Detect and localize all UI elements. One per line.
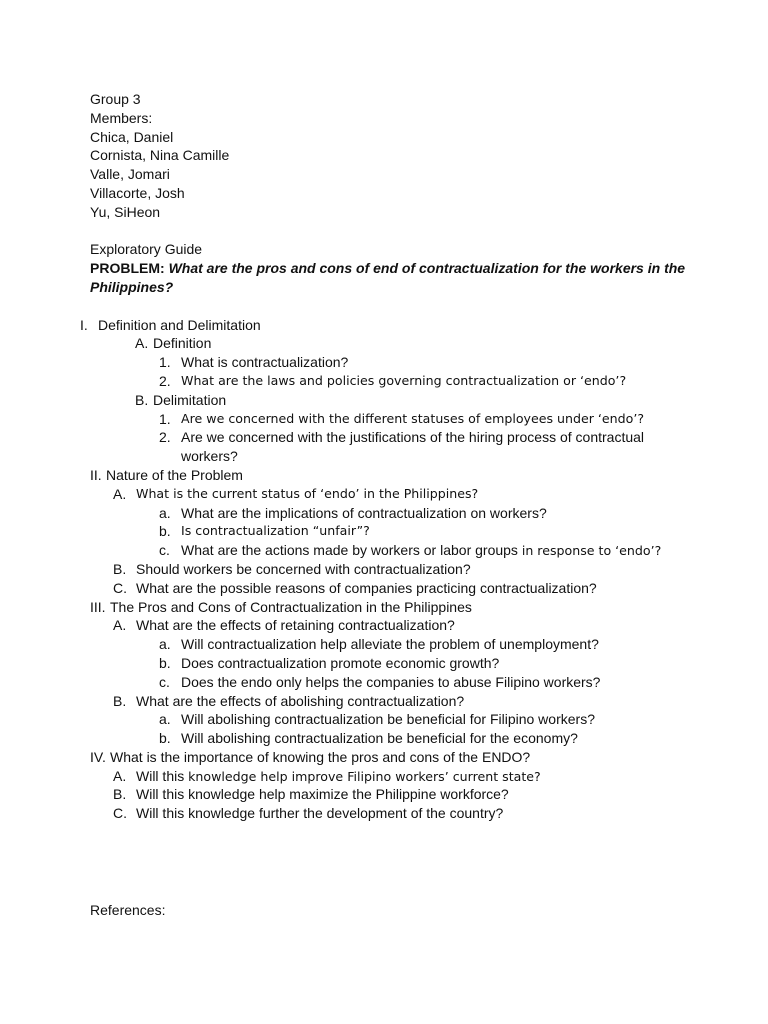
problem-text-continued: Philippines? xyxy=(90,278,174,295)
subsection-title: What are the effects of abolishing contractualization? xyxy=(136,692,465,709)
list-item xyxy=(0,635,768,654)
subsection-1b xyxy=(0,391,768,410)
section-marker: III. xyxy=(90,598,106,615)
item-marker: b. xyxy=(159,654,171,671)
guide-title: Exploratory Guide xyxy=(90,241,203,258)
subsection-title: Definition xyxy=(153,335,212,352)
section-2 xyxy=(0,466,768,485)
item-marker: 1. xyxy=(159,410,171,427)
subsection-2a xyxy=(0,485,768,504)
spacer xyxy=(0,222,768,241)
document-page xyxy=(0,90,768,823)
item-marker: a. xyxy=(159,711,171,728)
list-item xyxy=(0,504,768,523)
problem-statement xyxy=(0,259,768,297)
item-text: Will abolishing contractualization be beneficial for the economy? xyxy=(181,730,578,747)
subsection-marker: C. xyxy=(113,579,127,596)
list-item xyxy=(0,353,768,372)
item-marker: c. xyxy=(159,542,170,559)
item-marker: b. xyxy=(159,523,171,540)
subsection-marker: A. xyxy=(113,617,127,634)
subsection-marker: A. xyxy=(113,767,127,784)
item-text: What are the actions made by workers or labor groups xyxy=(181,542,518,559)
subsection-text-tail: knowledge help improve Filipino workers’ current state? xyxy=(188,768,541,784)
item-marker: 2. xyxy=(159,429,171,446)
group-header xyxy=(0,90,768,222)
section-title: The Pros and Cons of Contractualization in the Philippines xyxy=(110,598,472,615)
subsection-4b xyxy=(0,785,768,804)
list-item xyxy=(0,673,768,692)
subsection-3a xyxy=(0,616,768,635)
item-text: Does the endo only helps the companies to abuse Filipino workers? xyxy=(181,673,601,690)
subsection-marker: B. xyxy=(113,786,127,803)
subsection-text: Will this xyxy=(136,767,185,784)
item-text: Are we concerned with the different statuses of employees under ‘endo’? xyxy=(181,410,645,426)
section-marker: II. xyxy=(90,466,102,483)
subsection-marker: A. xyxy=(135,335,149,352)
member-name: Valle, Jomari xyxy=(90,166,170,183)
section-title: Definition and Delimitation xyxy=(98,316,261,333)
subsection-text: Will this knowledge further the development of the country? xyxy=(136,805,504,822)
subsection-2b xyxy=(0,560,768,579)
subsection-marker: C. xyxy=(113,805,127,822)
section-marker: IV. xyxy=(90,748,106,765)
list-item xyxy=(0,522,768,541)
section-4 xyxy=(0,748,768,767)
subsection-title: Delimitation xyxy=(153,391,227,408)
spacer xyxy=(0,297,768,316)
subsection-title: What are the possible reasons of companies practicing contractualization? xyxy=(136,579,597,596)
outline xyxy=(0,316,768,824)
list-item xyxy=(0,710,768,729)
subsection-title: What is the current status of ‘endo’ in the Philippines? xyxy=(136,485,479,501)
subsection-1a xyxy=(0,334,768,353)
section-1 xyxy=(0,316,768,335)
subsection-title: What are the effects of retaining contractualization? xyxy=(136,617,455,634)
item-marker: a. xyxy=(159,504,171,521)
list-item xyxy=(0,654,768,673)
item-text-tail: in response to ‘endo’? xyxy=(521,543,662,559)
subsection-marker: B. xyxy=(113,560,127,577)
item-text: Are we concerned with the justifications of the hiring process of contractual xyxy=(181,429,645,446)
list-item xyxy=(0,410,768,429)
item-text: Will contractualization help alleviate the problem of unemployment? xyxy=(181,636,599,653)
problem-text: What are the pros and cons of end of contractualization for the workers in the xyxy=(168,260,686,277)
references-label: References: xyxy=(90,902,166,918)
item-marker: 1. xyxy=(159,354,171,371)
subsection-4a xyxy=(0,767,768,786)
members-label: Members: xyxy=(90,109,153,126)
item-text: Will abolishing contractualization be beneficial for Filipino workers? xyxy=(181,711,595,728)
item-marker: a. xyxy=(159,636,171,653)
section-marker: I. xyxy=(80,316,88,333)
item-marker: 2. xyxy=(159,372,171,389)
list-item xyxy=(0,729,768,748)
item-text: What are the implications of contractualization on workers? xyxy=(181,504,547,521)
subsection-marker: A. xyxy=(113,485,127,502)
subsection-2c xyxy=(0,579,768,598)
item-marker: c. xyxy=(159,673,170,690)
section-3 xyxy=(0,598,768,617)
member-name: Cornista, Nina Camille xyxy=(90,147,230,164)
subsection-text: Will this knowledge help maximize the Philippine workforce? xyxy=(136,786,509,803)
member-name: Chica, Daniel xyxy=(90,128,174,145)
list-item xyxy=(0,372,768,391)
problem-label: PROBLEM: xyxy=(90,260,165,277)
item-marker: b. xyxy=(159,730,171,747)
subsection-marker: B. xyxy=(113,692,127,709)
item-text: Does contractualization promote economic growth? xyxy=(181,654,500,671)
item-text: What is contractualization? xyxy=(181,354,349,371)
member-name: Villacorte, Josh xyxy=(90,184,185,201)
subsection-3b xyxy=(0,692,768,711)
subsection-4c xyxy=(0,804,768,823)
group-label: Group 3 xyxy=(90,91,141,107)
subsection-marker: B. xyxy=(135,391,149,408)
subsection-title: Should workers be concerned with contractualization? xyxy=(136,560,471,577)
list-item-continued xyxy=(0,447,768,466)
item-text: Is contractualization “unfair”? xyxy=(181,523,370,539)
item-text: What are the laws and policies governing contractualization or ‘endo’? xyxy=(181,372,627,388)
section-title: What is the importance of knowing the pros and cons of the ENDO? xyxy=(110,748,531,765)
item-text-continued: workers? xyxy=(181,448,238,465)
list-item xyxy=(0,541,768,560)
list-item xyxy=(0,428,768,447)
section-title: Nature of the Problem xyxy=(106,466,243,483)
member-name: Yu, SiHeon xyxy=(90,203,161,220)
